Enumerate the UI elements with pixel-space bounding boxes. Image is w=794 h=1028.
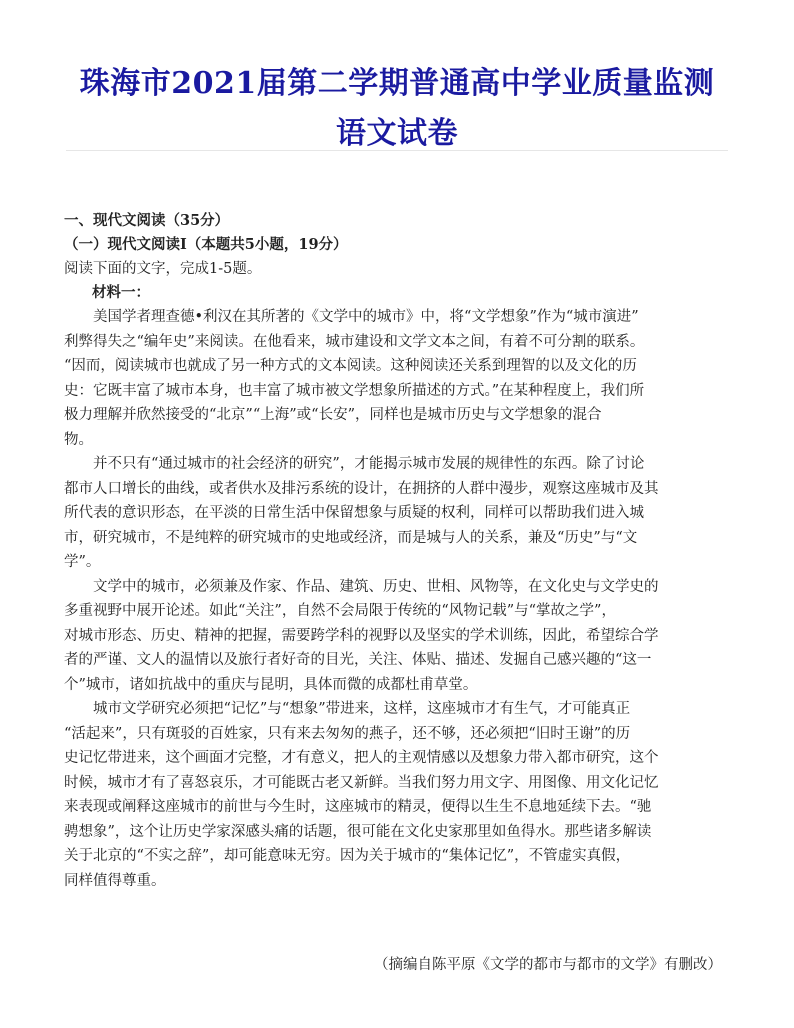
passage-line: 骋想象”，这个让历史学家深感头痛的话题，很可能在文化史家那里如鱼得水。那些诸多解读: [64, 823, 652, 840]
passage-line: 关于北京的“不实之辞”，却可能意味无穷。因为关于城市的“集体记忆”，不管虚实真假，: [64, 848, 631, 864]
source-citation: （摘编自陈平原《文学的都市与都市的文学》有删改）: [374, 957, 722, 973]
passage-line: 美国学者理查德•利汉在其所著的《文学中的城市》中，将“文学想象”作为“城市演进”: [64, 309, 639, 325]
passage-line: 史记忆带进来，这个画面才完整，才有意义，把人的主观情感以及想象力带入都市研究，这个: [64, 750, 659, 766]
passage-line: 市，研究城市，不是纯粹的研究城市的史地或经济，而是城与人的关系，兼及“历史”与“文: [64, 529, 638, 546]
material-label: 材料一：: [92, 284, 150, 301]
section-heading: 一、现代文阅读（35分）: [64, 212, 230, 229]
exam-title: 珠海市2021届第二学期普通高中学业质量监测: [79, 66, 715, 101]
passage-line: 对城市形态、历史、精神的把握，需要跨学科的视野以及坚实的学术训练，因此，希望综合学: [64, 627, 659, 644]
passage-line: 城市文学研究必须把“记忆”与“想象”带进来，这样，这座城市才有生气，才可能真正: [64, 701, 631, 717]
passage-line: 都市人口增长的曲线，或者供水及排污系统的设计，在拥挤的人群中漫步，观察这座城市及其: [64, 480, 659, 497]
passage-line: 来表现或阐释这座城市的前世与今生时，这座城市的精灵，便得以生生不息地延续下去。“驰: [64, 799, 652, 815]
passage-line: 所代表的意识形态，在平淡的日常生活中保留想象与质疑的权利，同样可以帮助我们进入城: [64, 505, 644, 521]
passage-line: “活起来”，只有斑驳的百姓家，只有来去匆匆的燕子，还不够，还必须把“旧时王谢”的历: [64, 725, 631, 742]
title-divider: [66, 150, 728, 151]
passage-line: 学”。: [64, 554, 101, 570]
exam-subject-title: 语文试卷: [336, 116, 458, 151]
passage-line: 文学中的城市，必须兼及作家、作品、建筑、历史、世相、风物等，在文化史与文学史的: [64, 578, 659, 595]
passage-line: 个”城市，诸如抗战中的重庆与昆明，具体而微的成都杜甫草堂。: [64, 676, 478, 693]
passage-line: 者的严谨、文人的温情以及旅行者好奇的目光，关注、体贴、描述、发掘自己感兴趣的“这一: [64, 652, 652, 668]
passage-line: 多重视野中展开论述。如此“关注”，自然不会局限于传统的“风物记载”与“掌故之学”，: [64, 603, 616, 619]
passage-line: 物。: [64, 431, 93, 448]
passage-line: 利弊得失之“编年史”来阅读。在他看来，城市建设和文学文本之间，有着不可分割的联系。: [64, 333, 645, 350]
section-subheading: （一）现代文阅读Ⅰ（本题共5小题，19分）: [64, 236, 348, 253]
passage-line: 同样值得尊重。: [64, 872, 166, 889]
passage-line: 并不只有“通过城市的社会经济的研究”，才能揭示城市发展的规律性的东西。除了讨论: [64, 456, 645, 472]
passage-line: 极力理解并欣然接受的“北京”“上海”或“长安”，同样也是城市历史与文学想象的混合: [64, 407, 602, 423]
passage-line: 时候，城市才有了喜怒哀乐，才可能既古老又新鲜。当我们努力用文字、用图像、用文化记忆: [64, 774, 659, 791]
passage-line: 史：它既丰富了城市本身，也丰富了城市被文学想象所描述的方式。”在某种程度上，我们所: [64, 382, 645, 399]
reading-instruction: 阅读下面的文字，完成1-5题。: [64, 261, 262, 277]
passage-line: “因而，阅读城市也就成了另一种方式的文本阅读。这种阅读还关系到理智的以及文化的历: [64, 358, 637, 374]
